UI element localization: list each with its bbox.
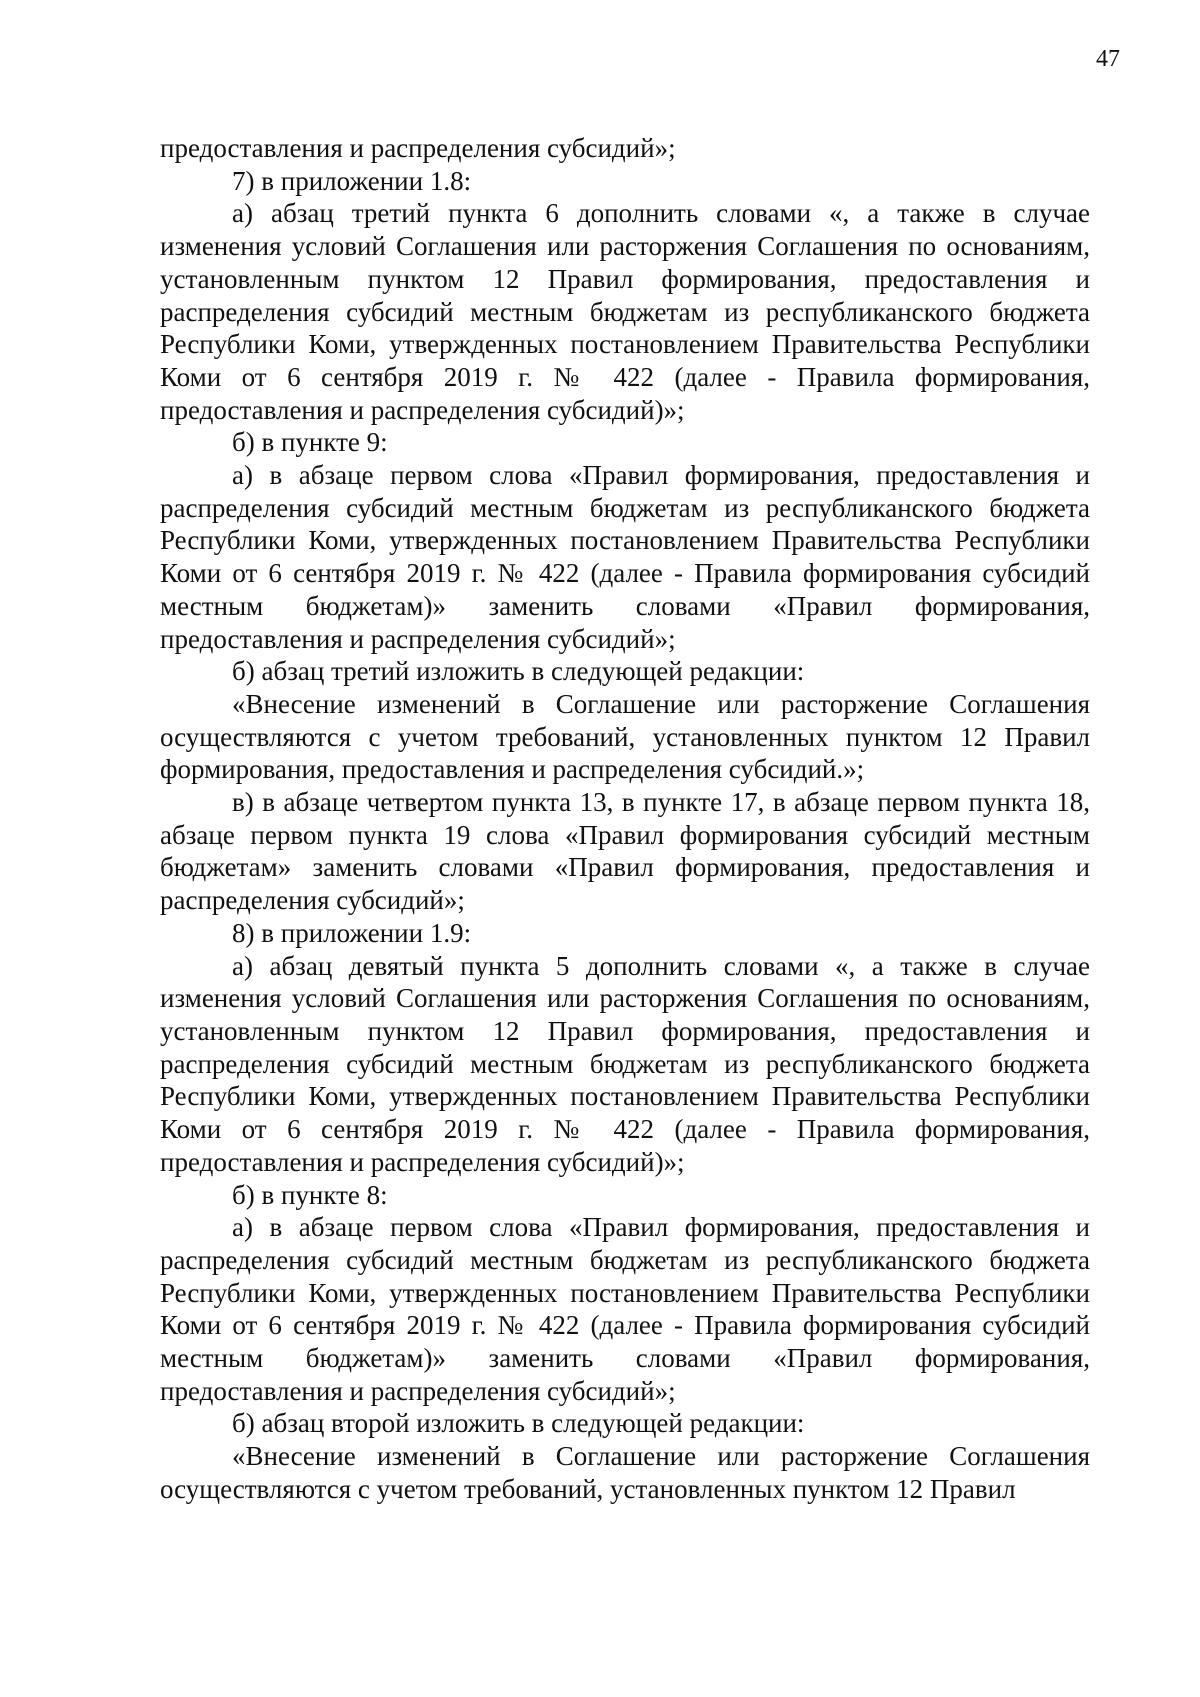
- paragraph-6: б) абзац третий изложить в следующей редакции:: [232, 656, 805, 687]
- paragraph-14: «Внесение изменений в Соглашение или расторжение Соглашения осуществляются с учетом требований, установленных пунктом 12 Правил: [160, 1441, 1090, 1504]
- paragraph-7: «Внесение изменений в Соглашение или расторжение Соглашения осуществляются с учетом требований, установленных пунктом 12 Правил формирования, предоставления и распределения субсидий.»;: [160, 688, 1090, 785]
- paragraph-11: б) в пункте 8:: [232, 1179, 388, 1210]
- paragraph-4: б) в пункте 9:: [232, 427, 388, 458]
- paragraph-8: в) в абзаце четвертом пункта 13, в пункте 17, в абзаце первом пункта 18, абзаце первом пункта 19 слова «Правил формирования субсидий местным бюджетам» заменить словами «Правил формирования, предоставления и распределения субсидий»;: [160, 787, 1090, 916]
- paragraph-9: 8) в приложении 1.9:: [232, 917, 472, 948]
- paragraph-10: а) абзац девятый пункта 5 дополнить словами «, а также в случае изменения условий Соглашения или расторжения Соглашения по основаниям, установленным пунктом 12 Правил формирования, предоставления и распределения субсидий местным бюджетам из республиканского бюджета Республики Коми, утвержденных постановлением Правительства Республики Коми от 6 сентября 2019 г. № 422 (далее - Правила формирования, предоставления и распределения субсидий)»;: [160, 950, 1090, 1177]
- document-body: [160, 132, 1090, 1506]
- page-number: 47: [1096, 46, 1120, 72]
- paragraph-13: б) абзац второй изложить в следующей редакции:: [232, 1408, 805, 1439]
- paragraph-12: а) в абзаце первом слова «Правил формирования, предоставления и распределения субсидий местным бюджетам из республиканского бюджета Республики Коми, утвержденных постановлением Правительства Республики Коми от 6 сентября 2019 г. № 422 (далее - Правила формирования субсидий местным бюджетам)» заменить словами «Правил формирования, предоставления и распределения субсидий»;: [160, 1212, 1090, 1406]
- paragraph-3: а) абзац третий пункта 6 дополнить словами «, а также в случае изменения условий Соглашения или расторжения Соглашения по основаниям, установленным пунктом 12 Правил формирования, предоставления и распределения субсидий местным бюджетам из республиканского бюджета Республики Коми, утвержденных постановлением Правительства Республики Коми от 6 сентября 2019 г. № 422 (далее - Правила формирования, предоставления и распределения субсидий)»;: [160, 198, 1090, 425]
- paragraph-1: предоставления и распределения субсидий»;: [160, 133, 676, 163]
- paragraph-2: 7) в приложении 1.8:: [232, 165, 472, 196]
- paragraph-5: а) в абзаце первом слова «Правил формирования, предоставления и распределения субсидий местным бюджетам из республиканского бюджета Республики Коми, утвержденных постановлением Правительства Республики Коми от 6 сентября 2019 г. № 422 (далее - Правила формирования субсидий местным бюджетам)» заменить словами «Правил формирования, предоставления и распределения субсидий»;: [160, 460, 1090, 654]
